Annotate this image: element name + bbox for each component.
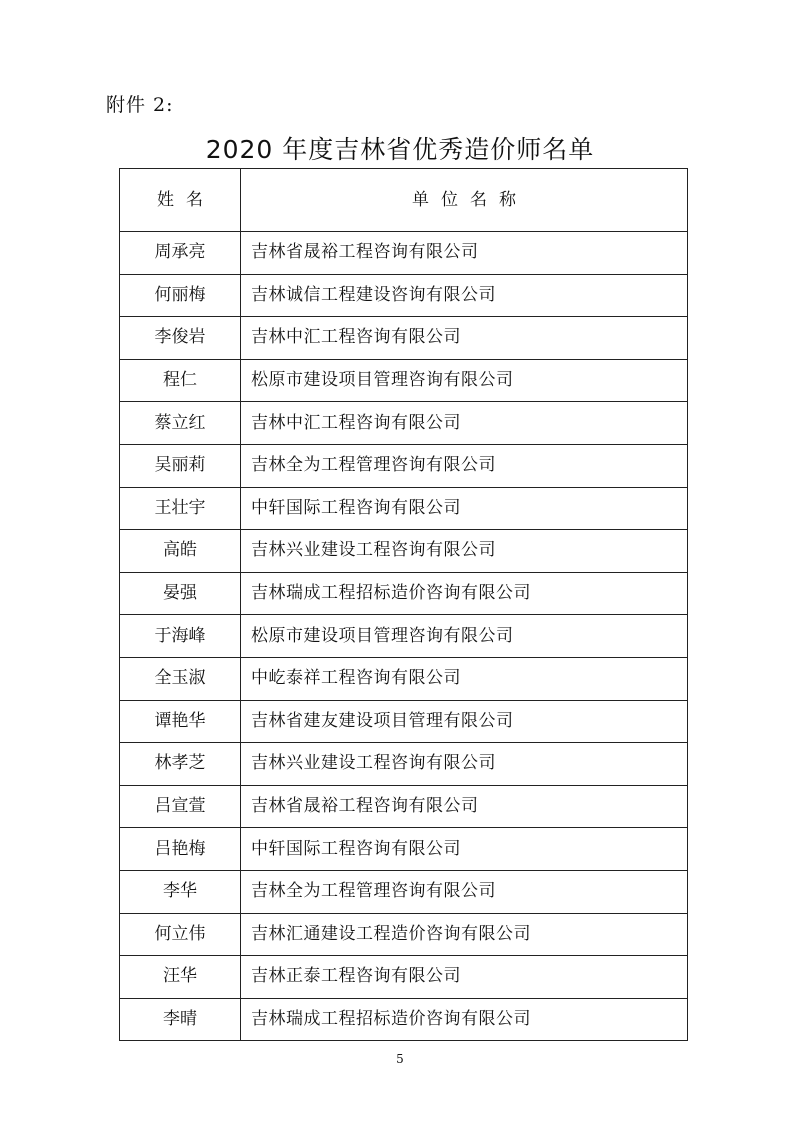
table-row	[120, 487, 688, 530]
cell-name: 王壮宇	[120, 487, 241, 530]
table-row	[120, 785, 688, 828]
table-row	[120, 657, 688, 700]
cell-organization: 吉林省建友建设项目管理有限公司	[241, 700, 688, 743]
table-row	[120, 998, 688, 1041]
cell-name: 程仁	[120, 359, 241, 402]
table-header-row	[120, 169, 688, 232]
cell-organization: 吉林汇通建设工程造价咨询有限公司	[241, 913, 688, 956]
table-row	[120, 615, 688, 658]
cell-name: 高皓	[120, 530, 241, 573]
cell-organization: 吉林省晟裕工程咨询有限公司	[241, 232, 688, 275]
table-row	[120, 700, 688, 743]
page-number: 5	[396, 1052, 404, 1066]
cell-name: 全玉淑	[120, 657, 241, 700]
cell-name: 李俊岩	[120, 317, 241, 360]
table-row	[120, 317, 688, 360]
cell-organization: 中轩国际工程咨询有限公司	[241, 487, 688, 530]
cell-organization: 吉林省晟裕工程咨询有限公司	[241, 785, 688, 828]
honor-list-table	[119, 168, 688, 1041]
cell-name: 吴丽莉	[120, 444, 241, 487]
table-row	[120, 743, 688, 786]
cell-name: 李晴	[120, 998, 241, 1041]
table-row	[120, 572, 688, 615]
cell-name: 何立伟	[120, 913, 241, 956]
cell-organization: 吉林诚信工程建设咨询有限公司	[241, 274, 688, 317]
cell-organization: 松原市建设项目管理咨询有限公司	[241, 615, 688, 658]
cell-organization: 吉林正泰工程咨询有限公司	[241, 956, 688, 999]
cell-organization: 松原市建设项目管理咨询有限公司	[241, 359, 688, 402]
cell-organization: 吉林全为工程管理咨询有限公司	[241, 870, 688, 913]
table-row	[120, 274, 688, 317]
cell-organization: 吉林全为工程管理咨询有限公司	[241, 444, 688, 487]
cell-name: 于海峰	[120, 615, 241, 658]
table-row	[120, 956, 688, 999]
table-row	[120, 359, 688, 402]
header-name: 姓名	[120, 169, 241, 232]
document-title: 2020 年度吉林省优秀造价师名单	[205, 135, 595, 164]
cell-name: 谭艳华	[120, 700, 241, 743]
cell-name: 晏强	[120, 572, 241, 615]
table-row	[120, 828, 688, 871]
cell-organization: 吉林兴业建设工程咨询有限公司	[241, 530, 688, 573]
table-row	[120, 913, 688, 956]
table-row	[120, 530, 688, 573]
cell-name: 林孝芝	[120, 743, 241, 786]
cell-name: 何丽梅	[120, 274, 241, 317]
cell-organization: 吉林瑞成工程招标造价咨询有限公司	[241, 572, 688, 615]
cell-name: 周承亮	[120, 232, 241, 275]
table-row	[120, 402, 688, 445]
cell-organization: 吉林兴业建设工程咨询有限公司	[241, 743, 688, 786]
table-row	[120, 232, 688, 275]
table-row	[120, 870, 688, 913]
header-organization: 单位名称	[241, 169, 688, 232]
attachment-label: 附件 2:	[106, 94, 174, 116]
table-row	[120, 444, 688, 487]
cell-name: 蔡立红	[120, 402, 241, 445]
cell-name: 李华	[120, 870, 241, 913]
cell-organization: 中屹泰祥工程咨询有限公司	[241, 657, 688, 700]
cell-organization: 吉林中汇工程咨询有限公司	[241, 402, 688, 445]
cell-organization: 吉林中汇工程咨询有限公司	[241, 317, 688, 360]
cell-organization: 中轩国际工程咨询有限公司	[241, 828, 688, 871]
cell-name: 吕宣萱	[120, 785, 241, 828]
table-body	[120, 232, 688, 1041]
cell-name: 汪华	[120, 956, 241, 999]
cell-name: 吕艳梅	[120, 828, 241, 871]
cell-organization: 吉林瑞成工程招标造价咨询有限公司	[241, 998, 688, 1041]
